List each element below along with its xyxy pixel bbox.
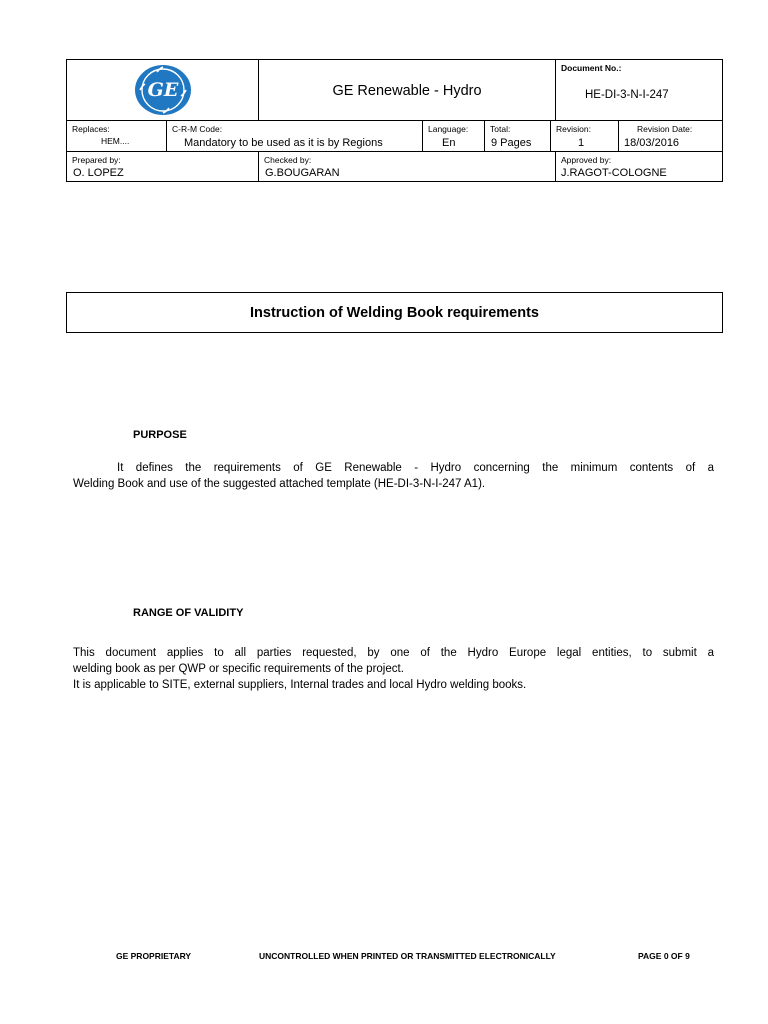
logo-cell (67, 60, 258, 120)
company-cell (258, 60, 555, 120)
document-title-text: Instruction of Welding Book requirements (250, 304, 539, 321)
crm-code-cell (166, 121, 422, 151)
range-line: It is applicable to SITE, external suppliers, Internal trades and local Hydro welding books. (73, 679, 527, 691)
footer-page-number: PAGE 0 OF 9 (638, 951, 690, 961)
document-no-label: Document No.: (561, 63, 622, 73)
range-of-validity-heading: RANGE OF VALIDITY (133, 607, 244, 619)
approved-by-value: J.RAGOT-COLOGNE (561, 167, 667, 179)
document-no: HE-DI-3-N-I-247 (585, 89, 669, 101)
revision-label: Revision: (556, 124, 591, 134)
prepared-by-value: O. LOPEZ (73, 167, 124, 179)
checked-by-value: G.BOUGARAN (265, 167, 340, 179)
prepared-by-label: Prepared by: (72, 155, 121, 165)
footer-uncontrolled: UNCONTROLLED WHEN PRINTED OR TRANSMITTED ELECTRONICALLY (259, 951, 556, 961)
document-header (66, 59, 723, 182)
total-value: 9 Pages (491, 137, 532, 149)
header-row-3 (67, 151, 722, 181)
approved-by-label: Approved by: (561, 155, 612, 165)
crm-code-value: Mandatory to be used as it is by Regions (184, 137, 383, 149)
footer-proprietary: GE PROPRIETARY (116, 951, 192, 961)
language-value: En (442, 137, 456, 149)
checked-by-cell (258, 152, 555, 181)
replaces-cell (67, 121, 166, 151)
range-line: This document applies to all parties requested, by one of the Hydro Europe legal entities, to submit a (73, 647, 714, 659)
replaces-label: Replaces: (72, 124, 110, 134)
header-row-2 (67, 120, 722, 151)
purpose-paragraph (73, 460, 714, 492)
revision-value: 1 (578, 137, 585, 149)
document-title (66, 292, 723, 333)
revision-date-cell (618, 121, 722, 151)
purpose-heading: PURPOSE (133, 429, 187, 441)
approved-by-cell (555, 152, 722, 181)
header-row-1 (67, 60, 722, 120)
ge-logo-icon (132, 63, 194, 117)
total-label: Total: (490, 124, 511, 134)
revision-date-value: 18/03/2016 (624, 137, 680, 149)
crm-code-label: C-R-M Code: (172, 124, 223, 134)
document-no-cell (555, 60, 722, 120)
revision-date-label: Revision Date: (637, 124, 693, 134)
purpose-line: Welding Book and use of the suggested attached template (HE-DI-3-N-I-247 A1). (73, 478, 486, 490)
revision-cell (550, 121, 618, 151)
total-cell (484, 121, 550, 151)
ge-logo (67, 60, 258, 120)
language-label: Language: (428, 124, 469, 134)
prepared-by-cell (67, 152, 258, 181)
replaces-value: HEM.... (101, 136, 130, 146)
purpose-line: It defines the requirements of GE Renewable - Hydro concerning the minimum contents of a (117, 462, 714, 474)
range-of-validity-paragraph (73, 645, 714, 693)
svg-text:GE: GE (147, 79, 178, 101)
range-line: welding book as per QWP or specific requirements of the project. (73, 663, 404, 675)
company-name: GE Renewable - Hydro (332, 83, 482, 99)
checked-by-label: Checked by: (264, 155, 312, 165)
language-cell (422, 121, 484, 151)
